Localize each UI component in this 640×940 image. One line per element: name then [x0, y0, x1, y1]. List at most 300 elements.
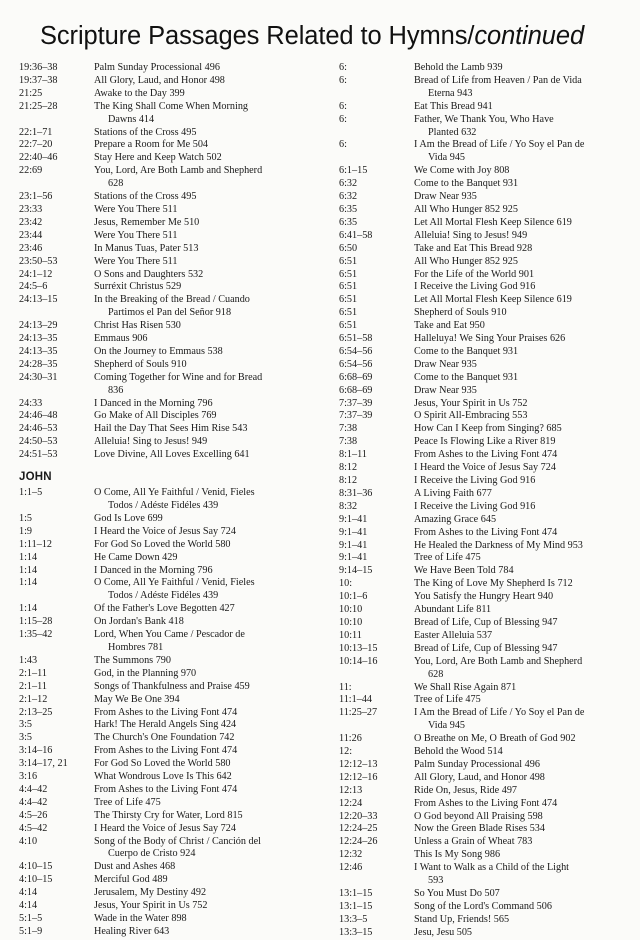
scripture-reference: 11:25–27 [339, 707, 378, 719]
hymn-listing [94, 565, 301, 578]
hymn-listing [94, 243, 301, 256]
hymn-listing [414, 62, 621, 75]
hymn-title-line: I Receive the Living God 916 [414, 281, 536, 293]
hymn-title-line: We Have Been Told 784 [414, 565, 514, 577]
scripture-reference: 6:51 [339, 307, 358, 319]
index-entry [19, 874, 301, 887]
index-entry [19, 333, 301, 346]
index-entry [339, 591, 621, 604]
hymn-listing [94, 423, 301, 436]
hymn-listing [414, 281, 621, 294]
scripture-reference: 10: [339, 578, 353, 590]
hymn-title-line: Of the Father's Love Begotten 427 [94, 603, 235, 615]
index-entry [339, 707, 621, 733]
hymn-title-line: This Is My Song 986 [414, 849, 501, 861]
index-entry [19, 900, 301, 913]
scripture-reference: 21:25 [19, 87, 43, 99]
hymn-title-line: O Come, All Ye Faithful / Venid, Fieles [94, 487, 255, 499]
hymn-listing [414, 372, 621, 385]
hymn-listing [94, 797, 301, 810]
hymn-listing [414, 604, 621, 617]
scripture-reference: 9:14–15 [339, 565, 373, 577]
index-entry [19, 603, 301, 616]
index-entry [339, 617, 621, 630]
hymn-listing [94, 230, 301, 243]
hymn-title-continuation: 628 [108, 178, 124, 190]
index-entry [339, 385, 621, 398]
index-entry [19, 926, 301, 939]
hymn-title-line: Prepare a Room for Me 504 [94, 139, 209, 151]
hymn-listing [414, 798, 621, 811]
hymn-title-line: From Ashes to the Living Font 474 [414, 797, 558, 809]
hymn-listing [94, 62, 301, 75]
hymn-title-line: Tree of Life 475 [414, 694, 481, 706]
scripture-reference: 22:7–20 [19, 139, 53, 151]
index-entry [339, 423, 621, 436]
hymn-listing [94, 487, 301, 513]
hymn-listing [94, 900, 301, 913]
hymn-listing [414, 436, 621, 449]
scripture-reference: 2:13–25 [19, 706, 53, 718]
hymn-listing [414, 165, 621, 178]
hymn-title-line: Jesus, Remember Me 510 [94, 216, 200, 228]
index-entry [339, 320, 621, 333]
index-entry [19, 191, 301, 204]
scripture-reference: 22:1–71 [19, 126, 53, 138]
index-entry [339, 281, 621, 294]
page-title-continued: continued [474, 22, 585, 50]
scripture-reference: 1:14 [19, 577, 38, 589]
hymn-title-line: From Ashes to the Living Font 474 [94, 783, 238, 795]
scripture-reference: 24:30–31 [19, 371, 58, 383]
page-title-main: Scripture Passages Related to Hymns/ [40, 22, 475, 50]
index-entry [19, 101, 301, 127]
index-entry [339, 901, 621, 914]
hymn-title-line: I Am the Bread of Life / Yo Soy el Pan de [414, 707, 585, 719]
scripture-reference: 8:12 [339, 475, 358, 486]
hymn-title-continuation: Dawns 414 [108, 113, 155, 125]
hymn-title-line: Tree of Life 475 [414, 552, 481, 564]
hymn-title-line: O Spirit All-Embracing 553 [414, 410, 528, 422]
left-column [19, 62, 301, 939]
hymn-title-line: Halleluya! We Sing Your Praises 626 [414, 333, 566, 345]
index-entry [19, 62, 301, 75]
hymn-listing [414, 785, 621, 798]
index-entry [339, 436, 621, 449]
index-entry [19, 719, 301, 732]
index-entry [339, 165, 621, 178]
index-entry [19, 410, 301, 423]
index-entry [19, 487, 301, 513]
hymn-listing [94, 191, 301, 204]
scripture-reference: 5:1–5 [19, 913, 43, 924]
index-entry [339, 604, 621, 617]
index-entry [19, 165, 301, 191]
scripture-reference: 1:14 [19, 564, 38, 576]
index-entry [339, 772, 621, 785]
hymn-title-line: Stations of the Cross 495 [94, 191, 197, 203]
index-entry [339, 62, 621, 75]
hymn-title-line: You, Lord, Are Both Lamb and Shepherd [94, 165, 263, 177]
hymn-listing [94, 616, 301, 629]
hymn-listing [94, 372, 301, 398]
scripture-reference: 23:33 [19, 203, 43, 215]
scripture-reference: 24:13–29 [19, 320, 58, 332]
scripture-reference: 24:33 [19, 397, 43, 409]
hymn-title-line: Song of the Body of Christ / Canción del [94, 835, 261, 847]
hymn-title-line: Hark! The Herald Angels Sing 424 [94, 719, 237, 731]
hymn-listing [414, 139, 621, 165]
hymn-listing [414, 565, 621, 578]
hymn-title-continuation: Partimos el Pan del Señor 918 [108, 307, 232, 319]
scripture-reference: 4:10 [19, 835, 38, 847]
index-entry [19, 836, 301, 862]
scripture-reference: 3:14–17, 21 [19, 758, 68, 770]
scripture-reference: 4:5–42 [19, 822, 48, 834]
index-entry [19, 668, 301, 681]
index-entry [339, 565, 621, 578]
index-entry [339, 114, 621, 140]
hymn-title-line: O Come, All Ye Faithful / Venid, Fieles [94, 577, 255, 589]
index-entry [339, 449, 621, 462]
scripture-reference: 6:1–15 [339, 165, 368, 177]
scripture-reference: 23:42 [19, 216, 43, 228]
scripture-reference: 9:1–41 [339, 552, 368, 564]
hymn-listing [414, 398, 621, 411]
hymn-title-line: I Heard the Voice of Jesus Say 724 [94, 525, 236, 537]
index-entry [19, 771, 301, 784]
hymn-listing [414, 694, 621, 707]
hymn-title-line: Stay Here and Keep Watch 502 [94, 152, 222, 164]
hymn-listing [414, 256, 621, 269]
scripture-reference: 11:1–44 [339, 694, 373, 706]
index-entry [339, 488, 621, 501]
index-entry [339, 759, 621, 772]
index-entry [339, 256, 621, 269]
scripture-reference: 1:14 [19, 603, 38, 615]
index-entry [339, 630, 621, 643]
hymn-listing [414, 914, 621, 927]
index-entry [339, 862, 621, 888]
scripture-reference: 6:35 [339, 203, 358, 215]
hymn-listing [414, 707, 621, 733]
scripture-reference: 8:1–11 [339, 449, 367, 461]
index-entry [19, 269, 301, 282]
hymn-listing [94, 152, 301, 165]
scripture-reference: 4:5–26 [19, 809, 48, 821]
hymn-listing [414, 772, 621, 785]
hymn-title-line: The Summons 790 [94, 654, 171, 666]
hymn-listing [414, 423, 621, 436]
scripture-reference: 6:41–58 [339, 229, 373, 241]
hymn-title-line: I Heard the Voice of Jesus Say 724 [414, 462, 556, 474]
index-entry [19, 797, 301, 810]
scripture-reference: 6: [339, 113, 347, 125]
index-entry [339, 927, 621, 940]
hymn-listing [414, 475, 621, 488]
hymn-title-continuation: Planted 632 [428, 126, 477, 138]
index-entry [19, 204, 301, 217]
index-entry [19, 320, 301, 333]
index-entry [19, 823, 301, 836]
hymn-listing [414, 862, 621, 888]
scripture-reference: 9:1–41 [339, 526, 368, 538]
hymn-listing [414, 410, 621, 423]
hymn-listing [414, 346, 621, 359]
hymn-listing [414, 101, 621, 114]
hymn-listing [414, 527, 621, 540]
scripture-reference: 24:28–35 [19, 358, 58, 370]
hymn-title-line: Go Make of All Disciples 769 [94, 410, 217, 422]
hymn-title-line: The Thirsty Cry for Water, Lord 815 [94, 809, 243, 821]
scripture-reference: 1:11–12 [19, 538, 53, 550]
hymn-listing [94, 655, 301, 668]
scripture-reference: 1:14 [19, 551, 38, 563]
hymn-title-line: The King Shall Come When Morning [94, 100, 249, 112]
hymn-listing [414, 656, 621, 682]
scripture-reference: 6:68–69 [339, 384, 373, 396]
scripture-reference: 24:46–48 [19, 410, 58, 422]
scripture-reference: 10:10 [339, 604, 363, 616]
index-entry [339, 836, 621, 849]
hymn-title-line: Wade in the Water 898 [94, 913, 187, 924]
hymn-listing [94, 861, 301, 874]
hymn-listing [414, 269, 621, 282]
hymn-title-line: O Sons and Daughters 532 [94, 268, 204, 280]
hymn-listing [94, 745, 301, 758]
hymn-listing [414, 849, 621, 862]
index-entry [19, 449, 301, 462]
hymn-listing [94, 256, 301, 269]
index-entry [19, 707, 301, 720]
scripture-reference: 2:1–11 [19, 680, 47, 692]
hymn-title-line: Draw Near 935 [414, 191, 477, 203]
scripture-reference: 12:13 [339, 784, 363, 796]
hymn-title-line: I Danced in the Morning 796 [94, 397, 213, 409]
scripture-reference: 6:51 [339, 320, 358, 332]
scripture-reference: 3:5 [19, 732, 33, 744]
hymn-listing [94, 449, 301, 462]
hymn-title-line: Stations of the Cross 495 [94, 126, 197, 138]
hymn-listing [414, 320, 621, 333]
hymn-listing [414, 836, 621, 849]
scripture-reference: 8:31–36 [339, 487, 373, 499]
scripture-reference: 6:35 [339, 216, 358, 228]
hymn-title-continuation: Vida 945 [428, 152, 466, 164]
scripture-reference: 13:1–15 [339, 888, 373, 899]
scripture-reference: 4:10–15 [19, 874, 53, 886]
hymn-title-line: Behold the Lamb 939 [414, 62, 503, 73]
hymn-listing [94, 398, 301, 411]
hymn-title-line: I Am the Bread of Life / Yo Soy el Pan de [414, 139, 585, 151]
hymn-title-line: Jesus, Your Spirit in Us 752 [94, 900, 208, 912]
hymn-title-line: We Shall Rise Again 871 [414, 681, 517, 693]
index-entry [339, 514, 621, 527]
scripture-reference: 8:12 [339, 462, 358, 474]
hymn-title-line: O God beyond All Praising 598 [414, 810, 543, 822]
hymn-listing [94, 887, 301, 900]
hymn-listing [94, 681, 301, 694]
index-entry [339, 217, 621, 230]
index-entry [19, 745, 301, 758]
index-entry [19, 281, 301, 294]
scripture-reference: 12:12–13 [339, 758, 378, 770]
index-entry [339, 694, 621, 707]
hymn-title-line: Easter Alleluia 537 [414, 629, 493, 641]
index-entry [19, 810, 301, 823]
hymn-listing [94, 539, 301, 552]
scripture-reference: 12:24–25 [339, 823, 378, 835]
index-entry [339, 178, 621, 191]
hymn-listing [94, 603, 301, 616]
hymn-title-line: From Ashes to the Living Font 474 [94, 745, 238, 757]
hymn-title-line: You, Lord, Are Both Lamb and Shepherd [414, 655, 583, 667]
hymn-listing [94, 165, 301, 191]
hymn-title-line: Now the Green Blade Rises 534 [414, 823, 545, 835]
hymn-title-line: Unless a Grain of Wheat 783 [414, 836, 533, 848]
scripture-reference: 24:51–53 [19, 449, 58, 461]
hymn-title-continuation: Eterna 943 [428, 87, 473, 99]
index-entry [339, 346, 621, 359]
index-entry [339, 656, 621, 682]
index-entry [339, 785, 621, 798]
hymn-title-line: Come to the Banquet 931 [414, 345, 519, 357]
scripture-reference: 6:51 [339, 281, 358, 293]
hymn-title-line: Jesus, Your Spirit in Us 752 [414, 397, 528, 409]
hymn-title-line: May We Be One 394 [94, 693, 180, 705]
hymn-title-line: You Satisfy the Hungry Heart 940 [414, 591, 554, 603]
hymn-title-line: From Ashes to the Living Font 474 [94, 706, 238, 718]
scripture-reference: 24:13–35 [19, 333, 58, 345]
index-entry [339, 269, 621, 282]
index-entry [19, 88, 301, 101]
hymn-listing [414, 927, 621, 940]
scripture-reference: 19:37–38 [19, 74, 58, 86]
scripture-reference: 13:3–5 [339, 913, 368, 925]
index-entry [339, 643, 621, 656]
scripture-reference: 23:1–56 [19, 191, 53, 203]
index-entry [339, 410, 621, 423]
index-entry [19, 423, 301, 436]
hymn-listing [94, 101, 301, 127]
index-entry [19, 887, 301, 900]
hymn-title-continuation: Hombres 781 [108, 641, 164, 653]
scripture-reference: 22:69 [19, 165, 43, 177]
scripture-reference: 6: [339, 139, 347, 151]
hymn-title-line: Father, We Thank You, Who Have [414, 113, 554, 125]
index-entry [19, 127, 301, 140]
index-entry [19, 75, 301, 88]
hymn-listing [414, 643, 621, 656]
hymn-title-line: Eat This Bread 941 [414, 100, 493, 112]
index-entry [339, 230, 621, 243]
hymn-listing [414, 759, 621, 772]
hymn-title-line: I Receive the Living God 916 [414, 500, 536, 512]
hymn-listing [414, 385, 621, 398]
hymn-title-line: Hail the Day That Sees Him Rise 543 [94, 423, 248, 435]
scripture-reference: 7:37–39 [339, 410, 373, 422]
index-entry [19, 230, 301, 243]
hymn-listing [414, 243, 621, 256]
hymn-listing [414, 217, 621, 230]
scripture-reference: 19:36–38 [19, 62, 58, 73]
index-entry [19, 398, 301, 411]
scripture-reference: 1:15–28 [19, 616, 53, 628]
index-entry [19, 346, 301, 359]
scripture-reference: 1:1–5 [19, 487, 43, 499]
hymn-listing [414, 733, 621, 746]
index-entry [339, 139, 621, 165]
hymn-listing [414, 307, 621, 320]
index-entry [339, 733, 621, 746]
scripture-reference: 6:32 [339, 191, 358, 203]
scripture-reference: 12:24–26 [339, 836, 378, 848]
hymn-listing [414, 294, 621, 307]
hymn-listing [414, 617, 621, 630]
hymn-listing [94, 810, 301, 823]
hymn-listing [94, 410, 301, 423]
scripture-reference: 24:1–12 [19, 268, 53, 280]
index-entry [19, 694, 301, 707]
scripture-reference: 1:5 [19, 512, 33, 524]
book-heading: JOHN [19, 471, 52, 484]
index-entry [19, 552, 301, 565]
hymn-listing [94, 127, 301, 140]
hymn-title-line: Stand Up, Friends! 565 [414, 913, 510, 925]
index-entry [19, 526, 301, 539]
hymn-listing [414, 204, 621, 217]
hymn-listing [94, 281, 301, 294]
hymn-listing [414, 888, 621, 901]
scripture-reference: 24:13–35 [19, 345, 58, 357]
hymn-listing [414, 578, 621, 591]
right-column [339, 62, 621, 940]
index-entry [19, 372, 301, 398]
hymn-title-line: Come to the Banquet 931 [414, 371, 519, 383]
scripture-reference: 6:51 [339, 255, 358, 267]
hymn-listing [414, 630, 621, 643]
index-entry [339, 798, 621, 811]
hymn-title-line: Awake to the Day 399 [94, 87, 185, 99]
hymn-title-line: All Who Hunger 852 925 [414, 255, 518, 267]
hymn-title-line: Alleluia! Sing to Jesus! 949 [94, 436, 208, 448]
hymn-title-continuation: 628 [428, 668, 444, 680]
hymn-listing [94, 436, 301, 449]
hymn-title-line: I Danced in the Morning 796 [94, 564, 213, 576]
hymn-listing [94, 913, 301, 926]
hymn-listing [94, 269, 301, 282]
scripture-reference: 12: [339, 746, 353, 758]
scripture-reference: 22:40–46 [19, 152, 58, 164]
hymn-title-line: In the Breaking of the Bread / Cuando [94, 294, 250, 306]
index-entry [19, 152, 301, 165]
scripture-reference: 3:14–16 [19, 745, 53, 757]
hymn-title-line: From Ashes to the Living Font 474 [414, 449, 558, 461]
hymn-title-line: Surréxit Christus 529 [94, 281, 182, 293]
hymn-listing [94, 694, 301, 707]
index-entry [19, 616, 301, 629]
hymn-title-line: All Glory, Laud, and Honor 498 [94, 74, 225, 86]
hymn-title-continuation: Vida 945 [428, 720, 466, 732]
index-entry [339, 475, 621, 488]
hymn-title-line: Behold the Wood 514 [414, 746, 503, 758]
hymn-title-line: Shepherd of Souls 910 [94, 358, 187, 370]
hymn-title-line: On the Journey to Emmaus 538 [94, 345, 223, 357]
scripture-reference: 2:1–12 [19, 693, 48, 705]
hymn-title-line: Christ Has Risen 530 [94, 320, 181, 332]
hymn-title-line: In Manus Tuas, Pater 513 [94, 242, 199, 254]
hymn-title-line: Alleluia! Sing to Jesus! 949 [414, 229, 528, 241]
